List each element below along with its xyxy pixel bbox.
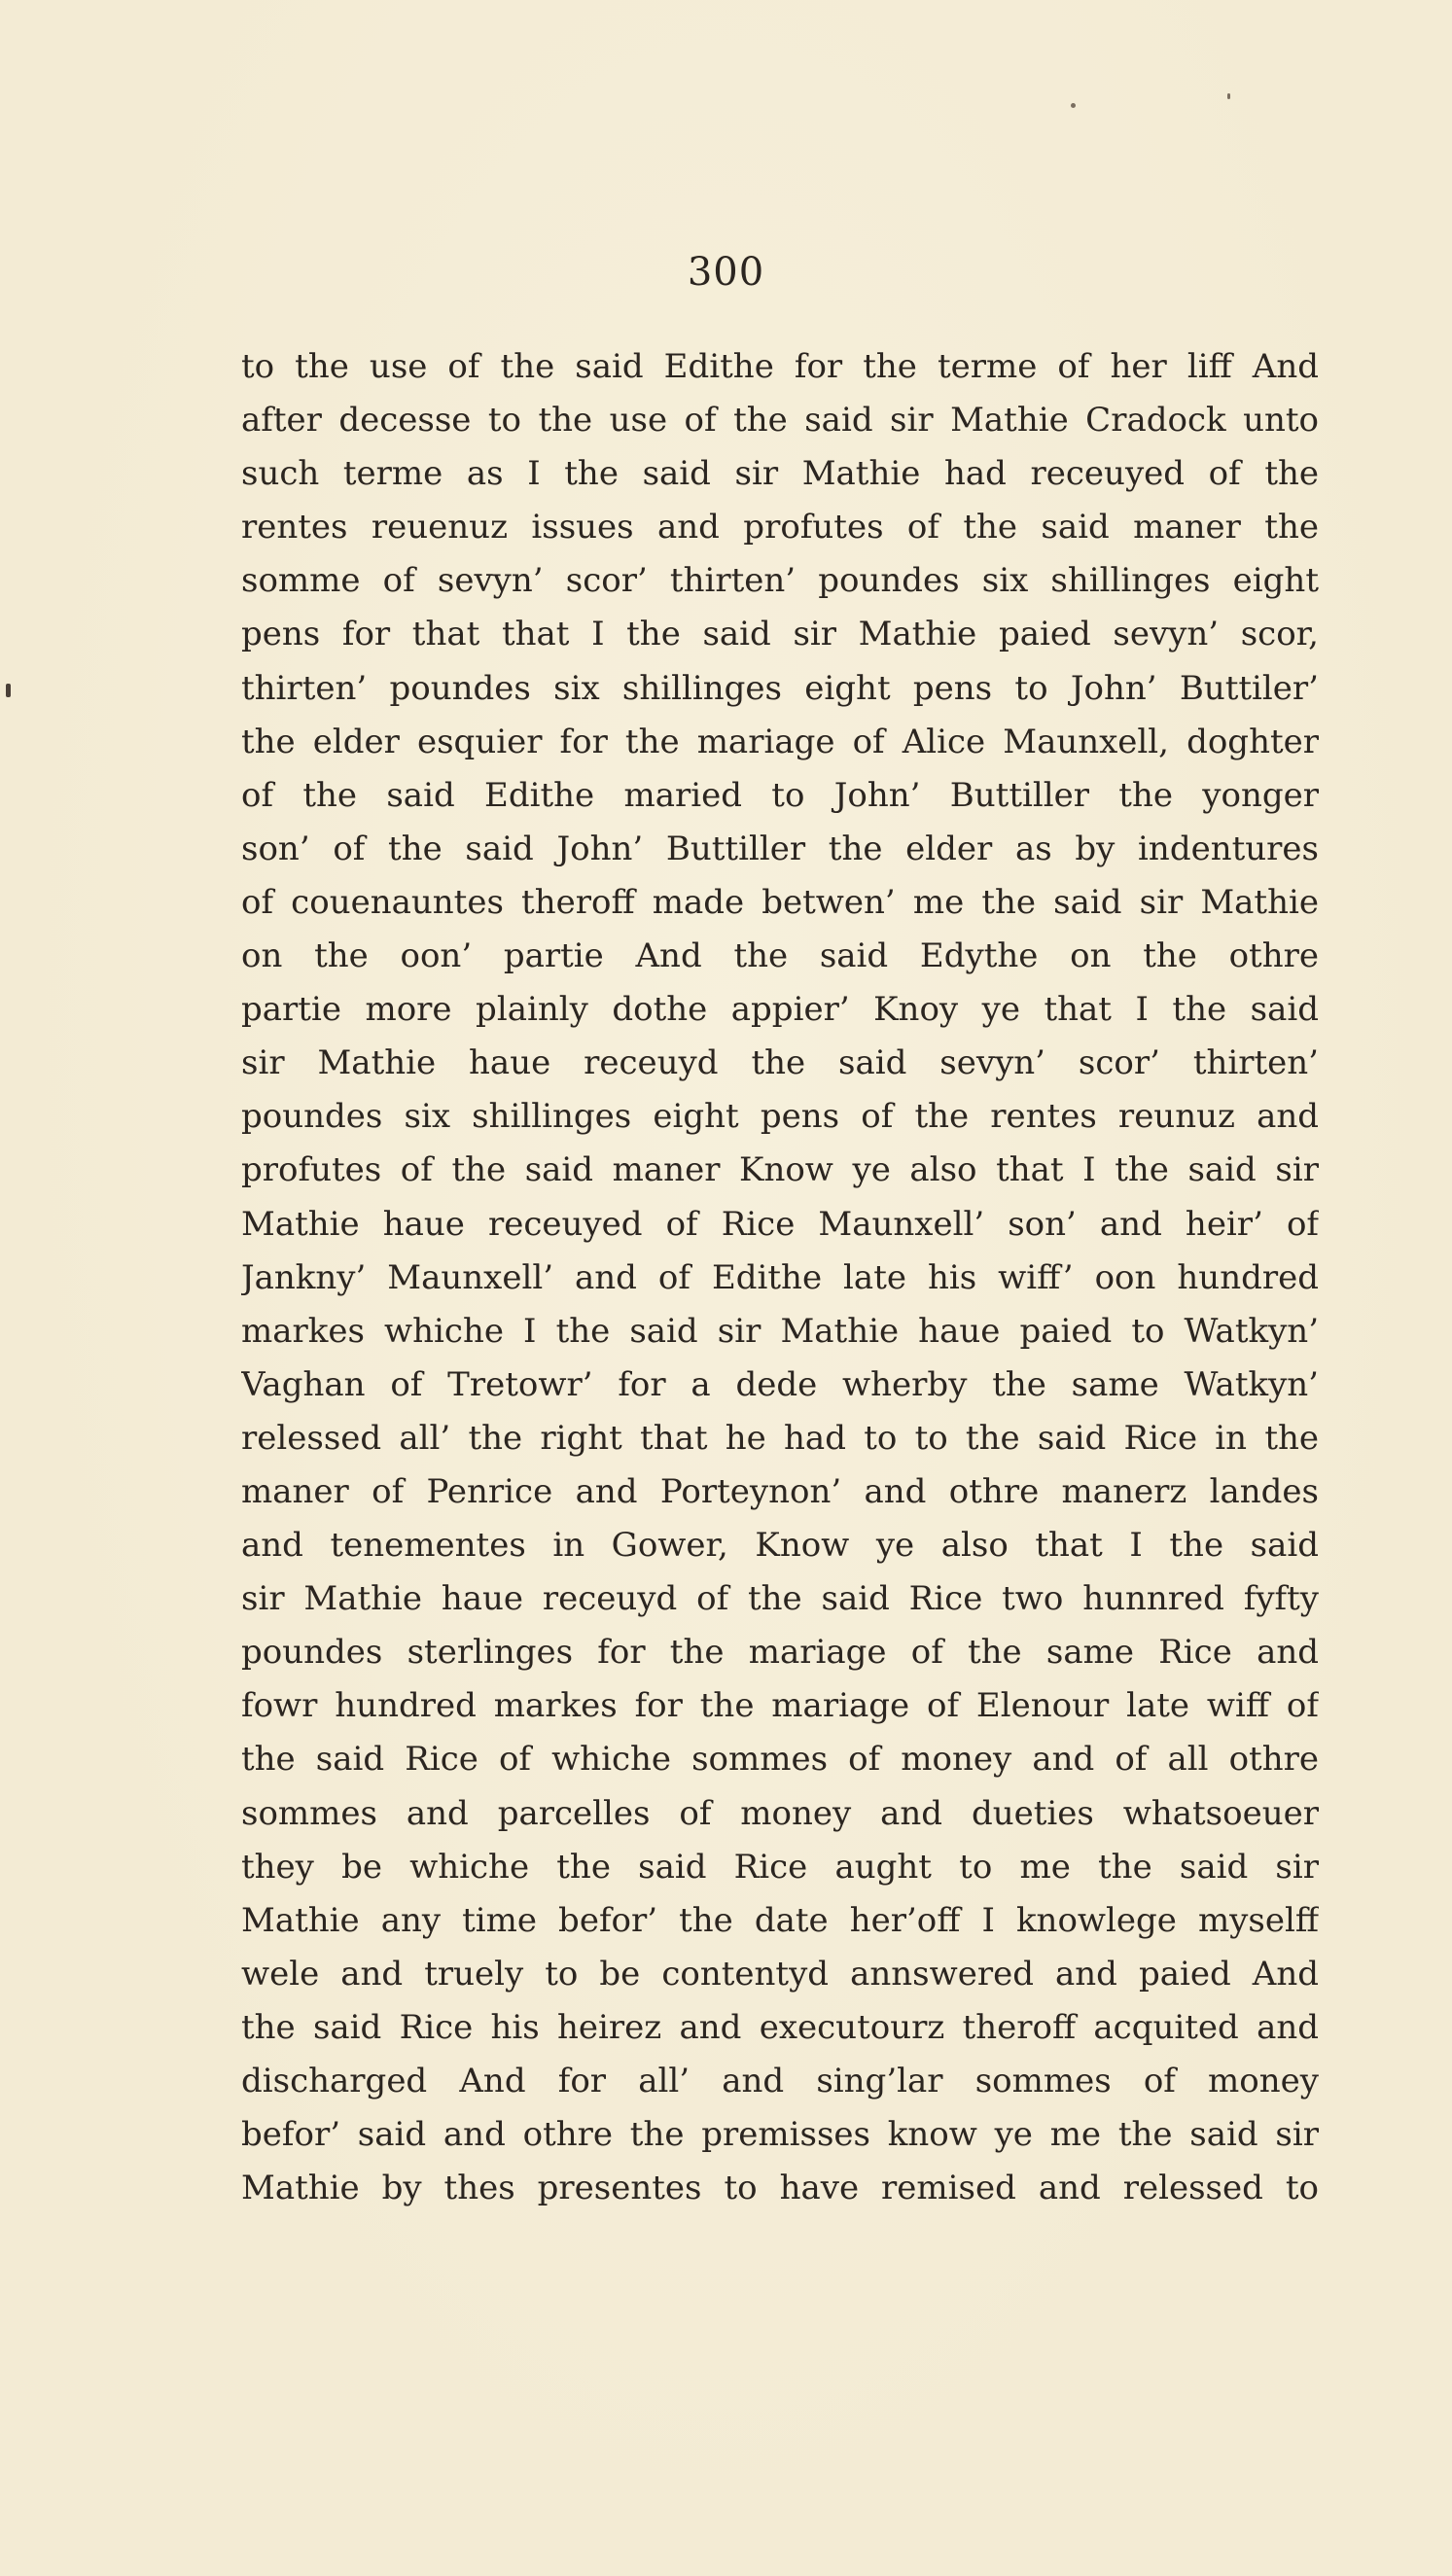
text-line: wele and truely to be contentyd annswered and paied And (241, 1954, 1319, 1994)
text-line: thirten’ poundes six shillinges eight pens to John’ Buttiler’ (241, 668, 1319, 708)
text-line: they be whiche the said Rice aught to me the said sir (241, 1847, 1319, 1887)
paper-speck (1227, 93, 1230, 99)
text-line: of the said Edithe maried to John’ Buttiller the yonger (241, 775, 1319, 815)
text-line: profutes of the said maner Know ye also that I the said sir (241, 1150, 1319, 1190)
text-line: sir Mathie haue receuyd of the said Rice two hunnred fyfty (241, 1579, 1319, 1619)
text-line: after decesse to the use of the said sir Mathie Cradock unto (241, 401, 1319, 441)
text-line: pens for that that I the said sir Mathie paied sevyn’ scor, (241, 615, 1319, 654)
text-line: such terme as I the said sir Mathie had receuyed of the (241, 454, 1319, 494)
text-line: discharged And for all’ and sing’lar sommes of money (241, 2062, 1319, 2100)
text-line: and tenementes in Gower, Know ye also that I the said (241, 1526, 1319, 1566)
text-line: sommes and parcelles of money and dueties whatsoeuer (241, 1793, 1319, 1833)
text-line: poundes six shillinges eight pens of the rentes reunuz and (241, 1097, 1319, 1137)
body-text (241, 340, 1319, 2215)
text-line: rentes reuenuz issues and profutes of the said maner the (241, 508, 1319, 547)
text-line: the said Rice his heirez and executourz theroff acquited and (241, 2007, 1319, 2047)
text-line: partie more plainly dothe appier’ Knoy ye that I the said (241, 990, 1319, 1030)
text-line: Vaghan of Tretowr’ for a dede wherby the same Watkyn’ (241, 1364, 1319, 1404)
text-line: the said Rice of whiche sommes of money and of all othre (241, 1740, 1319, 1780)
text-line: son’ of the said John’ Buttiller the elder as by indentures (241, 829, 1319, 868)
margin-mark (6, 684, 11, 697)
text-line: Mathie any time befor’ the date her’off I knowlege myselff (241, 1900, 1319, 1940)
text-line: befor’ said and othre the premisses know ye me the said sir (241, 2115, 1319, 2155)
text-line: of couenauntes theroff made betwen’ me the said sir Mathie (241, 882, 1319, 922)
text-line: Mathie by thes presentes to have remised and relessed to (241, 2169, 1319, 2208)
text-line: Jankny’ Maunxell’ and of Edithe late his wiff’ oon hundred (241, 1257, 1319, 1297)
text-line: Mathie haue receuyed of Rice Maunxell’ son’ and heir’ of (241, 1204, 1319, 1244)
text-line: on the oon’ partie And the said Edythe on the othre (241, 936, 1319, 976)
paper-speck (1071, 103, 1076, 108)
text-line: somme of sevyn’ scor’ thirten’ poundes six shillinges eight (241, 561, 1319, 601)
text-line: relessed all’ the right that he had to to the said Rice in the (241, 1418, 1319, 1458)
text-line: to the use of the said Edithe for the terme of her liff And (241, 347, 1319, 386)
text-line: sir Mathie haue receuyd the said sevyn’ scor’ thirten’ (241, 1043, 1319, 1083)
page-number: 300 (687, 250, 765, 295)
text-line: markes whiche I the said sir Mathie haue paied to Watkyn’ (241, 1311, 1319, 1351)
text-line: poundes sterlinges for the mariage of the same Rice and (241, 1633, 1319, 1673)
text-line: maner of Penrice and Porteynon’ and othre manerz landes (241, 1471, 1319, 1511)
text-line: the elder esquier for the mariage of Alice Maunxell, doghter (241, 722, 1319, 761)
text-line: fowr hundred markes for the mariage of Elenour late wiff of (241, 1686, 1319, 1726)
